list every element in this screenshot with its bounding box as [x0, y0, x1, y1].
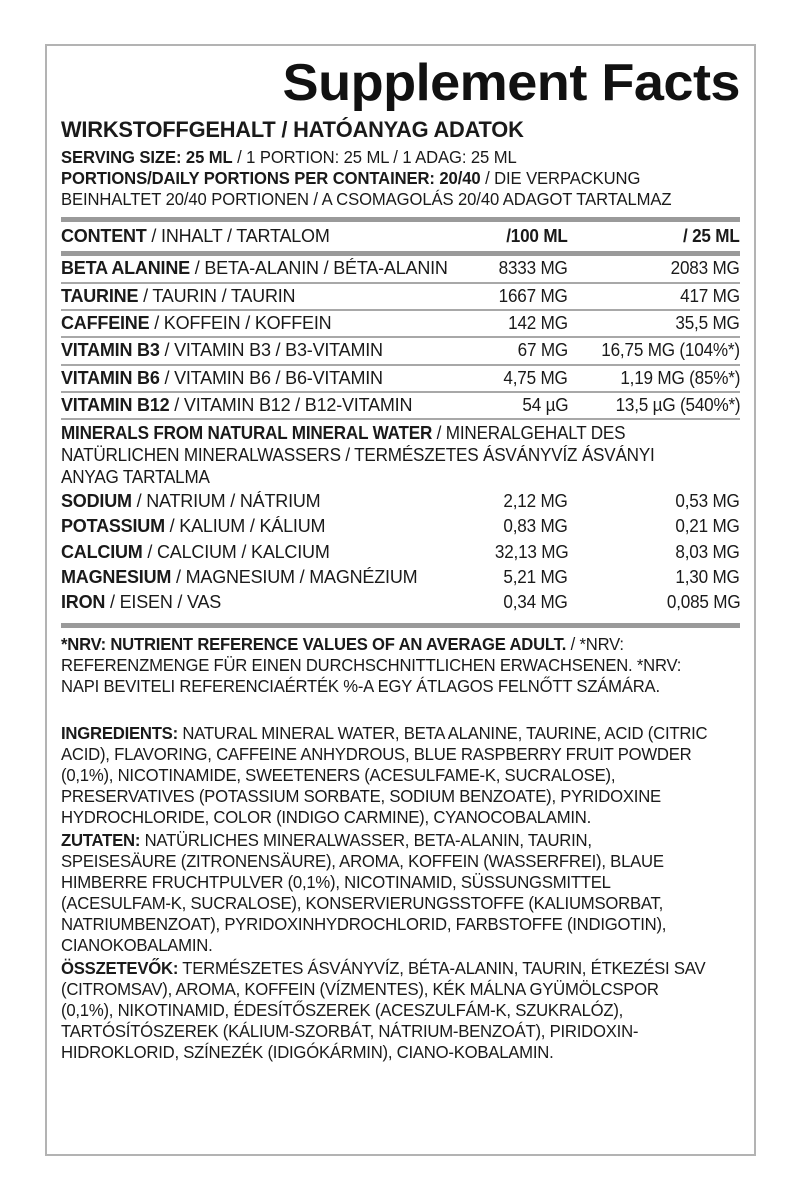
- ingredients-english: [61, 723, 709, 829]
- ingredients-section: [61, 723, 740, 1064]
- portions-label: PORTIONS/DAILY PORTIONS PER CONTAINER: 20/40: [61, 168, 481, 189]
- ingredients-german-text: NATÜRLICHES MINERALWASSER, BETA-ALANIN, TAURIN, SPEISESÄURE (ZITRONENSÄURE), AROMA, KOFFEIN (WASSERFREI), BLAUE HIMBERRE FRUCHTPULVER (0,1%), NICOTINAMID, SÜSSUNGSMITTEL (ACESULFAM-K, SUCRALOSE), KONSERVIERUNGSSTOFFE (KALIUMSORBAT, NATRIUMBENZOAT), PYRIDOXINHYDROCHLORID, FARBSTOFFE (INDIGOTIN), CIANOKOBALAMIN.: [61, 829, 667, 956]
- serving-size-translations: / 1 PORTION: 25 ML / 1 ADAG: 25 ML: [232, 147, 517, 168]
- ingredients-german-label: ZUTATEN:: [61, 829, 141, 850]
- header-per-25ml: / 25 ML: [683, 226, 740, 247]
- table-row: TAURINE / TAURIN / TAURIN 1667 MG 417 MG: [61, 285, 740, 306]
- portions-line: [61, 168, 706, 210]
- page-title: Supplement Facts: [282, 54, 740, 112]
- minerals-section-header: MINERALS FROM NATURAL MINERAL WATER / MINERALGEHALT DES NATÜRLICHEN MINERALWASSERS / TERMÉSZETES ÁSVÁNYVÍZ ÁSVÁNYI ANYAG TARTALMA: [61, 423, 655, 487]
- table-row: BETA ALANINE / BETA-ALANIN / BÉTA-ALANIN 8333 MG 2083 MG: [61, 258, 740, 279]
- table-row: VITAMIN B6 / VITAMIN B6 / B6-VITAMIN 4,75 MG 1,19 MG (85%*): [61, 367, 740, 388]
- table-row: IRON / EISEN / VAS 0,34 MG 0,085 MG: [61, 592, 740, 613]
- table-row: POTASSIUM / KALIUM / KÁLIUM 0,83 MG 0,21 MG: [61, 516, 740, 537]
- table-row: CALCIUM / CALCIUM / KALCIUM 32,13 MG 8,03 MG: [61, 541, 740, 562]
- nrv-footnote-bold: *NRV: NUTRIENT REFERENCE VALUES OF AN AVERAGE ADULT.: [61, 633, 567, 654]
- ingredients-english-text: NATURAL MINERAL WATER, BETA ALANINE, TAURINE, ACID (CITRIC ACID), FLAVORING, CAFFEINE ANHYDROUS, BLUE RASPBERRY FRUIT POWDER (0,1%), NICOTINAMIDE, SWEETENERS (ACESULFAME-K, SUCRALOSE), PRESERVATIVES (POTASSIUM SORBATE, SODIUM BENZOATE), PYRIDOXINE HYDROCHLORIDE, COLOR (INDIGO CARMINE), CYANOCOBALAMIN.: [61, 722, 708, 828]
- ingredients-hungarian-text: TERMÉSZETES ÁSVÁNYVÍZ, BÉTA-ALANIN, TAURIN, ÉTKEZÉSI SAV (CITROMSAV), AROMA, KOFFEIN (VÍZMENTES), KÉK MÁLNA GYÜMÖLCSPOR (0,1%), NIKOTINAMID, ÉDESÍTŐSZEREK (ACESZULFÁM-K, SZUKRALÓZ), TARTÓSÍTÓSZEREK (KÁLIUM-SZORBÁT, NÁTRIUM-BENZOÁT), PIRIDOXIN-HIDROKLORID, SZÍNEZÉK (IDIGÓKÁRMIN), CIANO-KOBALAMIN.: [61, 957, 706, 1063]
- nrv-footnote-translations: / *NRV: REFERENZMENGE FÜR EINEN DURCHSCHNITTLICHEN ERWACHSENEN. *NRV: NAPI BEVITELI REFERENCIAÉRTÉK %-A EGY ÁTLAGOS FELNŐTT SZÁMÁRA.: [61, 633, 682, 696]
- serving-size-line: [61, 147, 706, 168]
- nutrition-table: [61, 222, 740, 616]
- ingredients-german: [61, 830, 709, 957]
- nrv-top-rule: [61, 623, 740, 628]
- serving-info: [61, 147, 740, 210]
- table-row: MAGNESIUM / MAGNESIUM / MAGNÉZIUM 5,21 MG 1,30 MG: [61, 567, 740, 588]
- ingredients-hungarian: [61, 958, 709, 1064]
- table-row: VITAMIN B12 / VITAMIN B12 / B12-VITAMIN 54 µG 13,5 µG (540%*): [61, 395, 740, 416]
- portions-translations: / DIE VERPACKUNG BEINHALTET 20/40 PORTIONEN / A CSOMAGOLÁS 20/40 ADAGOT TARTALMAZ: [61, 168, 672, 210]
- serving-size-label: SERVING SIZE: 25 ML: [61, 147, 233, 168]
- ingredients-english-label: INGREDIENTS:: [61, 722, 178, 743]
- header-content-text: CONTENT / INHALT / TARTALOM: [61, 226, 330, 247]
- subtitle-translations: WIRKSTOFFGEHALT / HATÓANYAG ADATOK: [61, 116, 524, 142]
- ingredients-hungarian-label: ÖSSZETEVŐK:: [61, 957, 179, 978]
- table-header-row: [61, 222, 740, 251]
- header-content-cell: [61, 222, 455, 251]
- header-per-100ml: /100 ML: [506, 226, 568, 247]
- table-row: SODIUM / NATRIUM / NÁTRIUM 2,12 MG 0,53 MG: [61, 491, 740, 512]
- nrv-footnote: [61, 634, 706, 697]
- table-row: CAFFEINE / KOFFEIN / KOFFEIN 142 MG 35,5 MG: [61, 313, 740, 334]
- table-row: VITAMIN B3 / VITAMIN B3 / B3-VITAMIN 67 MG 16,75 MG (104%*): [61, 340, 740, 361]
- supplement-facts-panel: [45, 44, 756, 1156]
